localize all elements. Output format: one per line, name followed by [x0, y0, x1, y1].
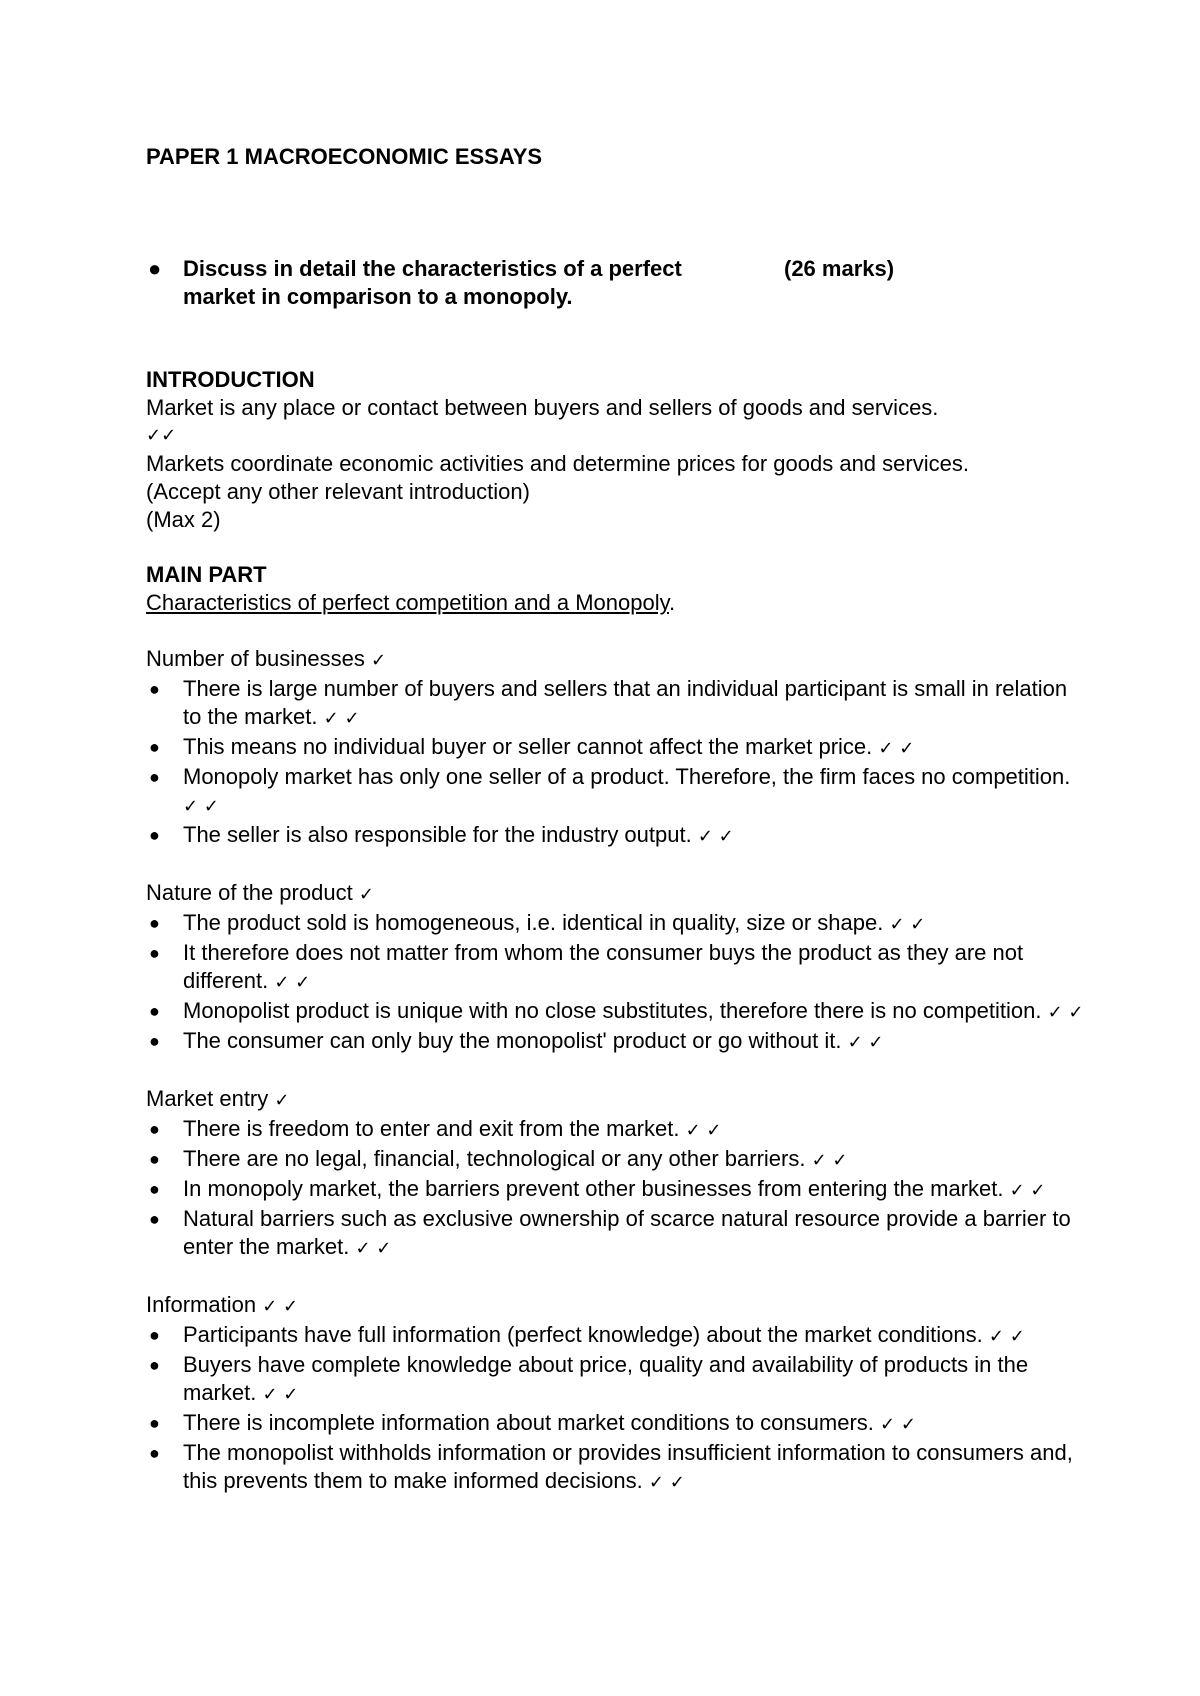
bullet-icon: ●	[149, 1119, 160, 1139]
list-item-text: The monopolist withholds information or provides insufficient information to consumers and, this prevents them to make informed decisions.	[183, 1440, 1073, 1493]
question-marks: (26 marks)	[784, 256, 895, 281]
list-item	[146, 939, 1086, 997]
list-item-text: There is freedom to enter and exit from the market.	[183, 1116, 680, 1141]
bullet-icon: ●	[149, 1355, 160, 1375]
characteristic-title	[146, 1291, 1086, 1321]
introduction-section	[146, 366, 1086, 534]
bullet-icon: ●	[149, 737, 160, 757]
main-part-subtitle-text: Characteristics of perfect competition and a Monopoly	[146, 590, 669, 615]
characteristic-section	[146, 1291, 1086, 1497]
question-text	[183, 255, 743, 311]
list-item	[146, 675, 1086, 733]
spacer	[146, 617, 1086, 645]
bullet-icon: ●	[149, 1209, 160, 1229]
question-line-1: Discuss in detail the characteristics of a perfect	[183, 256, 682, 281]
document-page	[146, 143, 1086, 1497]
tick-icon: ✓ ✓	[847, 1032, 884, 1053]
characteristic-list	[146, 1321, 1086, 1497]
characteristic-list	[146, 1115, 1086, 1263]
bullet-icon: ●	[149, 913, 160, 933]
list-item	[146, 733, 1086, 763]
bullet-icon: ●	[148, 256, 162, 281]
introduction-line-4: (Accept any other relevant introduction)	[146, 479, 530, 504]
characteristic-title-text: Nature of the product	[146, 880, 353, 905]
tick-icon: ✓ ✓	[323, 708, 360, 729]
characteristic-title-text: Market entry	[146, 1086, 269, 1111]
list-item-text: The seller is also responsible for the industry output.	[183, 822, 692, 847]
bullet-icon: ●	[149, 1001, 160, 1021]
characteristic-title	[146, 879, 1086, 909]
list-item-text: This means no individual buyer or seller cannot affect the market price.	[183, 734, 873, 759]
main-part-subtitle-end: .	[668, 590, 676, 615]
list-item	[146, 1027, 1086, 1057]
list-item	[146, 763, 1086, 821]
tick-icon: ✓ ✓	[262, 1296, 299, 1317]
characteristic-title	[146, 1085, 1086, 1115]
tick-icon: ✓ ✓	[878, 738, 915, 759]
characteristic-title-text: Number of businesses	[146, 646, 365, 671]
bullet-icon: ●	[149, 943, 160, 963]
bullet-icon: ●	[149, 1179, 160, 1199]
list-item	[146, 909, 1086, 939]
list-item	[146, 1205, 1086, 1263]
tick-icon: ✓ ✓	[1047, 1002, 1084, 1023]
list-item	[146, 1175, 1086, 1205]
main-part-section	[146, 561, 1086, 617]
list-item	[146, 997, 1086, 1027]
list-item	[146, 1115, 1086, 1145]
list-item	[146, 1409, 1086, 1439]
tick-icon: ✓ ✓	[697, 826, 734, 847]
tick-icon: ✓ ✓	[811, 1150, 848, 1171]
tick-icon: ✓	[274, 1090, 290, 1111]
introduction-heading: INTRODUCTION	[146, 367, 315, 392]
bullet-icon: ●	[149, 1325, 160, 1345]
list-item-text: Participants have full information (perfect knowledge) about the market conditions.	[183, 1322, 983, 1347]
characteristic-section	[146, 1085, 1086, 1263]
tick-icon: ✓	[358, 884, 374, 905]
tick-icon: ✓ ✓	[685, 1120, 722, 1141]
spacer	[146, 1263, 1086, 1291]
list-item-text: Monopolist product is unique with no close substitutes, therefore there is no competition.	[183, 998, 1042, 1023]
characteristic-title-text: Information	[146, 1292, 257, 1317]
tick-icon: ✓ ✓	[889, 914, 926, 935]
document-title: PAPER 1 MACROECONOMIC ESSAYS	[146, 144, 543, 169]
bullet-icon: ●	[149, 1149, 160, 1169]
tick-icon: ✓ ✓	[183, 796, 219, 817]
spacer	[146, 1057, 1086, 1085]
characteristic-section	[146, 879, 1086, 1057]
characteristic-list	[146, 675, 1086, 851]
characteristic-section	[146, 645, 1086, 851]
list-item-text: There is incomplete information about market conditions to consumers.	[183, 1410, 874, 1435]
list-item-text: Buyers have complete knowledge about price, quality and availability of products in the market.	[183, 1352, 1029, 1405]
question-line-2: market in comparison to a monopoly.	[183, 284, 573, 309]
list-item-text: Natural barriers such as exclusive ownership of scarce natural resource provide a barrier to enter the market.	[183, 1206, 1071, 1259]
bullet-icon: ●	[149, 1443, 160, 1463]
spacer	[146, 851, 1086, 879]
tick-icon: ✓ ✓	[262, 1384, 299, 1405]
list-item-text: Monopoly market has only one seller of a product. Therefore, the firm faces no competition.	[183, 764, 1071, 789]
tick-icon: ✓	[371, 650, 387, 671]
essay-question	[146, 255, 1086, 311]
list-item	[146, 821, 1086, 851]
list-item	[146, 1351, 1086, 1409]
tick-icon: ✓ ✓	[274, 972, 311, 993]
list-item-text: In monopoly market, the barriers prevent other businesses from entering the market.	[183, 1176, 1004, 1201]
list-item	[146, 1439, 1086, 1497]
main-part-subtitle	[146, 589, 1086, 617]
introduction-line-3: Markets coordinate economic activities and determine prices for goods and services.	[146, 451, 969, 476]
introduction-ticks: ✓✓	[146, 425, 177, 446]
list-item	[146, 1321, 1086, 1351]
list-item-text: There is large number of buyers and sellers that an individual participant is small in relation to the market.	[183, 676, 1068, 729]
tick-icon: ✓ ✓	[355, 1238, 392, 1259]
tick-icon: ✓ ✓	[648, 1472, 685, 1493]
list-item-text: It therefore does not matter from whom the consumer buys the product as they are not different.	[183, 940, 1024, 993]
bullet-icon: ●	[149, 1413, 160, 1433]
bullet-icon: ●	[149, 1031, 160, 1051]
introduction-line-5: (Max 2)	[146, 507, 221, 532]
list-item-text: There are no legal, financial, technological or any other barriers.	[183, 1146, 806, 1171]
tick-icon: ✓ ✓	[1009, 1180, 1046, 1201]
list-item-text: The consumer can only buy the monopolist' product or go without it.	[183, 1028, 842, 1053]
tick-icon: ✓ ✓	[988, 1326, 1025, 1347]
tick-icon: ✓ ✓	[880, 1414, 916, 1435]
main-part-heading: MAIN PART	[146, 562, 267, 587]
characteristic-list	[146, 909, 1086, 1057]
characteristic-title	[146, 645, 1086, 675]
list-item-text: The product sold is homogeneous, i.e. identical in quality, size or shape.	[183, 910, 884, 935]
bullet-icon: ●	[149, 679, 160, 699]
list-item	[146, 1145, 1086, 1175]
introduction-line-1: Market is any place or contact between buyers and sellers of goods and services.	[146, 395, 939, 420]
bullet-icon: ●	[149, 767, 160, 787]
bullet-icon: ●	[149, 825, 160, 845]
